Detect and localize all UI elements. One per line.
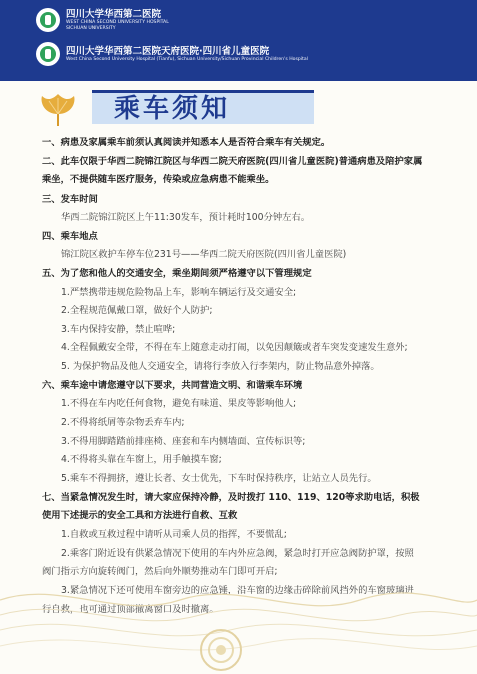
notice-line: 3.车内保持安静，禁止喧哗; (61, 324, 176, 335)
notice-line: 5. 为保护物品及他人交通安全，请将行李放入行李架内，防止物品意外掉落。 (61, 361, 380, 372)
hospital2-name-en: West China Second University Hospital (Tianfu), Sichuan University/Sichuan Provincial Children's Hospital (66, 56, 308, 62)
notice-line: 一、病患及家属乘车前须认真阅读并知悉本人是否符合乘车有关规定。 (42, 137, 331, 148)
notice-line: 七、当紧急情况发生时，请大家应保持冷静，及时拨打 110、119、120等求助电话，积极 (42, 492, 420, 503)
notice-line: 六、乘车途中请您遵守以下要求，共同营造文明、和谐乘车环境 (42, 380, 303, 391)
notice-line: 使用下述提示的安全工具和方法进行自救、互救 (42, 510, 238, 521)
hospital2-logo-icon (36, 42, 60, 66)
notice-line: 5.乘车不得拥挤，遵让长者、女士优先，下车时保持秩序，让站立人员先行。 (61, 473, 377, 484)
notice-line: 阀门指示方向旋转阀门，然后向外顺势推动车门即可开启; (42, 566, 278, 577)
title-band (38, 84, 458, 130)
notice-line: 1.严禁携带违规危险物品上车，影响车辆运行及交通安全; (61, 287, 297, 298)
notice-line: 2.全程规范佩戴口罩，做好个人防护; (61, 305, 213, 316)
notice-line: 五、为了您和他人的交通安全，乘坐期间须严格遵守以下管理规定 (42, 268, 312, 279)
ginkgo-leaf-icon (38, 92, 78, 128)
title-box (92, 90, 314, 124)
notice-line: 四、乘车地点 (42, 231, 98, 242)
hospital2-name-cn: 四川大学华西第二医院天府医院·四川省儿童医院 (66, 45, 270, 57)
header-banner (0, 0, 477, 81)
hospital1-name-cn: 四川大学华西第二医院 (66, 8, 162, 20)
notice-line: 3.不得用脚踏踏前排座椅、座套和车内侧墙面、宣传标识等; (61, 436, 306, 447)
notice-line: 1.自救或互救过程中请听从司乘人员的指挥，不要慌乱; (61, 529, 287, 540)
page-title: 乘车须知 (114, 93, 231, 124)
notice-line: 1.不得在车内吃任何食物，避免有味道、果皮等影响他人; (61, 398, 297, 409)
notice-line: 3.紧急情况下还可使用车窗旁边的应急锤，沿车窗的边缘击碎除前风挡外的车窗玻璃进 (61, 585, 414, 596)
notice-line: 乘坐，不提供随车医疗服务，传染或应急病患不能乘坐。 (42, 174, 275, 185)
hospital1-row (36, 8, 169, 32)
hospital1-logo-icon (36, 8, 60, 32)
hospital1-name-en2: SICHUAN UNIVERSITY (66, 25, 116, 31)
notice-line: 三、发车时间 (42, 194, 98, 205)
notice-line: 4.全程佩戴安全带，不得在车上随意走动打闹，以免因颠簸或者车突发变速发生意外; (61, 342, 408, 353)
notice-line: 行自救，也可通过顶部撤离窗口及时撤离。 (42, 604, 219, 615)
hospital2-row (36, 42, 308, 66)
notice-line: 锦江院区救护车停车位231号——华西二院天府医院(四川省儿童医院) (61, 249, 347, 260)
hospital1-name-en: WEST CHINA SECOND UNIVERSITY HOSPITAL (66, 19, 169, 25)
notice-line: 2.乘客门附近设有供紧急情况下使用的车内外应急阀，紧急时打开应急阀防护罩，按照 (61, 548, 414, 559)
bottom-wave-decoration (0, 560, 477, 674)
notice-line: 二、此车仅限于华西二院锦江院区与华西二院天府医院(四川省儿童医院)普通病患及陪护家属 (42, 156, 423, 167)
notice-line: 2.不得将纸屑等杂物丢弃车内; (61, 417, 185, 428)
notice-line: 华西二院锦江院区上午11:30发车，预计耗时100分钟左右。 (61, 212, 311, 223)
notice-line: 4.不得将头靠在车窗上，用手触摸车窗; (61, 454, 222, 465)
